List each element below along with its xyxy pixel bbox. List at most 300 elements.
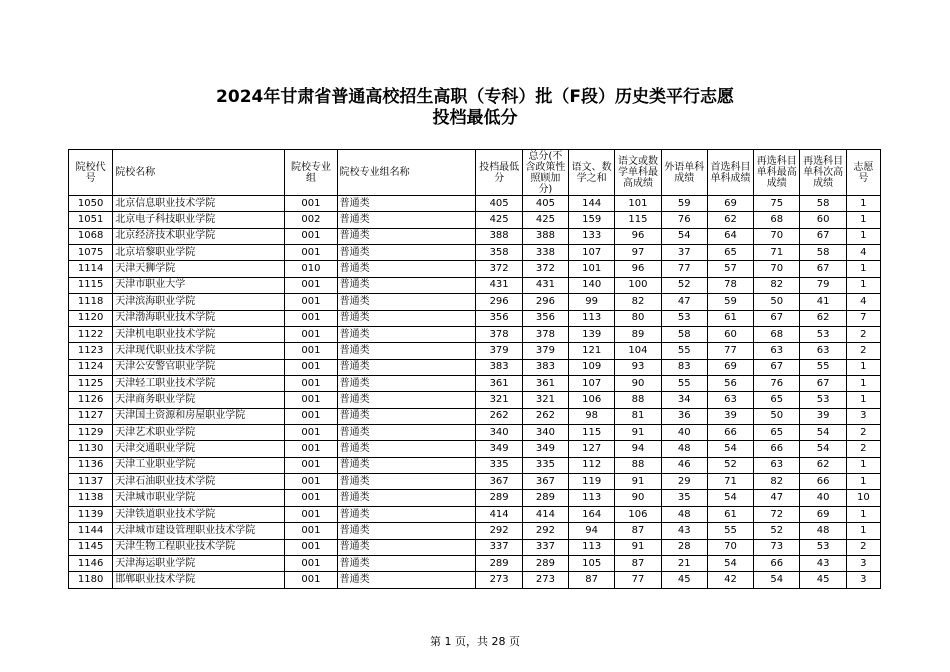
table-cell: 001 <box>285 294 337 310</box>
table-cell: 107 <box>569 375 615 391</box>
header-cell: 再选科目单科次高成绩 <box>800 150 846 196</box>
table-cell: 405 <box>522 196 568 212</box>
table-cell: 379 <box>522 343 568 359</box>
table-cell: 29 <box>661 474 707 490</box>
table-row <box>69 228 881 244</box>
table-cell: 61 <box>707 506 753 522</box>
table-cell: 361 <box>476 375 522 391</box>
table-cell: 41 <box>800 294 846 310</box>
table-cell: 78 <box>707 277 753 293</box>
table-row <box>69 572 881 588</box>
header-cell: 院校代号 <box>69 150 113 196</box>
table-cell: 3 <box>846 572 880 588</box>
table-cell: 北京信息职业技术学院 <box>113 196 285 212</box>
table-cell: 378 <box>476 326 522 342</box>
table-cell: 天津天狮学院 <box>113 261 285 277</box>
table-cell: 273 <box>522 572 568 588</box>
table-cell: 001 <box>285 408 337 424</box>
table-row <box>69 310 881 326</box>
table-cell: 001 <box>285 326 337 342</box>
table-cell: 101 <box>569 261 615 277</box>
table-cell: 001 <box>285 425 337 441</box>
table-cell: 001 <box>285 523 337 539</box>
table-cell: 1 <box>846 474 880 490</box>
table-cell: 99 <box>569 294 615 310</box>
header-cell: 投档最低分 <box>476 150 522 196</box>
table-cell: 43 <box>800 555 846 571</box>
table-cell: 001 <box>285 343 337 359</box>
table-cell: 54 <box>800 425 846 441</box>
table-cell: 337 <box>476 539 522 555</box>
table-cell: 67 <box>754 310 800 326</box>
table-cell: 87 <box>569 572 615 588</box>
table-cell: 109 <box>569 359 615 375</box>
table-cell: 383 <box>476 359 522 375</box>
table-cell: 87 <box>615 555 661 571</box>
table-cell: 96 <box>615 261 661 277</box>
table-cell: 425 <box>476 212 522 228</box>
table-cell: 1139 <box>69 506 113 522</box>
table-cell: 1124 <box>69 359 113 375</box>
table-cell: 1075 <box>69 245 113 261</box>
table-row <box>69 392 881 408</box>
table-cell: 普通类 <box>337 196 476 212</box>
table-cell: 001 <box>285 392 337 408</box>
header-cell: 语文或数学单科最高成绩 <box>615 150 661 196</box>
table-cell: 1180 <box>69 572 113 588</box>
table-cell: 2 <box>846 441 880 457</box>
table-cell: 140 <box>569 277 615 293</box>
table-cell: 1050 <box>69 196 113 212</box>
table-row <box>69 539 881 555</box>
table-cell: 1138 <box>69 490 113 506</box>
table-cell: 414 <box>522 506 568 522</box>
table-cell: 65 <box>707 245 753 261</box>
table-cell: 340 <box>476 425 522 441</box>
table-cell: 3 <box>846 555 880 571</box>
table-cell: 54 <box>707 441 753 457</box>
table-cell: 001 <box>285 474 337 490</box>
table-cell: 普通类 <box>337 474 476 490</box>
table-cell: 普通类 <box>337 375 476 391</box>
table-cell: 1 <box>846 506 880 522</box>
table-cell: 54 <box>754 572 800 588</box>
table-cell: 77 <box>661 261 707 277</box>
header-cell: 院校名称 <box>113 150 285 196</box>
table-cell: 82 <box>754 474 800 490</box>
table-cell: 63 <box>800 343 846 359</box>
table-cell: 431 <box>522 277 568 293</box>
table-cell: 天津轻工职业技术学院 <box>113 375 285 391</box>
table-cell: 北京培黎职业学院 <box>113 245 285 261</box>
table-cell: 1144 <box>69 523 113 539</box>
table-cell: 55 <box>707 523 753 539</box>
header-cell: 语文、数学之和 <box>569 150 615 196</box>
table-cell: 60 <box>707 326 753 342</box>
table-cell: 42 <box>707 572 753 588</box>
table-cell: 002 <box>285 212 337 228</box>
table-cell: 40 <box>661 425 707 441</box>
table-cell: 292 <box>476 523 522 539</box>
table-cell: 388 <box>522 228 568 244</box>
table-cell: 70 <box>754 261 800 277</box>
table-cell: 67 <box>800 261 846 277</box>
table-cell: 356 <box>522 310 568 326</box>
table-cell: 90 <box>615 490 661 506</box>
table-cell: 289 <box>522 555 568 571</box>
table-cell: 46 <box>661 457 707 473</box>
table-cell: 普通类 <box>337 539 476 555</box>
table-cell: 4 <box>846 245 880 261</box>
table-cell: 001 <box>285 555 337 571</box>
table-cell: 65 <box>754 425 800 441</box>
table-cell: 天津铁道职业技术学院 <box>113 506 285 522</box>
table-cell: 71 <box>707 474 753 490</box>
table-cell: 383 <box>522 359 568 375</box>
table-cell: 1068 <box>69 228 113 244</box>
table-cell: 67 <box>800 228 846 244</box>
table-cell: 127 <box>569 441 615 457</box>
table-cell: 76 <box>754 375 800 391</box>
table-cell: 47 <box>754 490 800 506</box>
table-cell: 80 <box>615 310 661 326</box>
table-cell: 349 <box>522 441 568 457</box>
table-cell: 1 <box>846 261 880 277</box>
table-cell: 001 <box>285 310 337 326</box>
table-cell: 001 <box>285 196 337 212</box>
table-cell: 66 <box>754 555 800 571</box>
table-cell: 天津城市建设管理职业技术学院 <box>113 523 285 539</box>
table-cell: 天津工业职业学院 <box>113 457 285 473</box>
table-row <box>69 261 881 277</box>
table-cell: 普通类 <box>337 523 476 539</box>
table-row <box>69 523 881 539</box>
table-cell: 55 <box>800 359 846 375</box>
table-cell: 普通类 <box>337 425 476 441</box>
table-cell: 76 <box>661 212 707 228</box>
table-cell: 337 <box>522 539 568 555</box>
table-cell: 69 <box>707 196 753 212</box>
table-cell: 70 <box>707 539 753 555</box>
table-row <box>69 408 881 424</box>
table-cell: 55 <box>661 375 707 391</box>
table-cell: 001 <box>285 277 337 293</box>
table-cell: 139 <box>569 326 615 342</box>
header-cell: 首选科目单科成绩 <box>707 150 753 196</box>
table-cell: 115 <box>615 212 661 228</box>
table-cell: 1125 <box>69 375 113 391</box>
table-cell: 1115 <box>69 277 113 293</box>
table-cell: 296 <box>476 294 522 310</box>
table-cell: 天津现代职业技术学院 <box>113 343 285 359</box>
table-cell: 54 <box>707 555 753 571</box>
table-cell: 340 <box>522 425 568 441</box>
table-cell: 106 <box>569 392 615 408</box>
table-cell: 7 <box>846 310 880 326</box>
table-cell: 358 <box>476 245 522 261</box>
table-cell: 100 <box>615 277 661 293</box>
table-cell: 90 <box>615 375 661 391</box>
table-cell: 91 <box>615 474 661 490</box>
table-cell: 367 <box>476 474 522 490</box>
table-cell: 62 <box>800 457 846 473</box>
table-cell: 321 <box>522 392 568 408</box>
table-cell: 69 <box>800 506 846 522</box>
table-cell: 2 <box>846 539 880 555</box>
table-cell: 普通类 <box>337 277 476 293</box>
table-cell: 1122 <box>69 326 113 342</box>
table-cell: 372 <box>476 261 522 277</box>
table-cell: 159 <box>569 212 615 228</box>
table-cell: 62 <box>800 310 846 326</box>
table-cell: 39 <box>800 408 846 424</box>
table-row <box>69 474 881 490</box>
table-cell: 262 <box>476 408 522 424</box>
table-cell: 001 <box>285 506 337 522</box>
table-cell: 75 <box>754 196 800 212</box>
table-cell: 普通类 <box>337 490 476 506</box>
table-cell: 1120 <box>69 310 113 326</box>
table-cell: 349 <box>476 441 522 457</box>
table-cell: 53 <box>800 392 846 408</box>
table-row <box>69 457 881 473</box>
table-cell: 2 <box>846 343 880 359</box>
table-cell: 289 <box>476 490 522 506</box>
table-cell: 普通类 <box>337 294 476 310</box>
table-cell: 63 <box>707 392 753 408</box>
table-cell: 59 <box>707 294 753 310</box>
table-cell: 144 <box>569 196 615 212</box>
table-cell: 001 <box>285 572 337 588</box>
table-row <box>69 294 881 310</box>
table-cell: 64 <box>707 228 753 244</box>
table-cell: 1146 <box>69 555 113 571</box>
table-cell: 62 <box>707 212 753 228</box>
table-cell: 普通类 <box>337 212 476 228</box>
table-cell: 001 <box>285 359 337 375</box>
table-cell: 60 <box>800 212 846 228</box>
table-cell: 97 <box>615 245 661 261</box>
table-cell: 天津市职业大学 <box>113 277 285 293</box>
header-cell: 院校专业组 <box>285 150 337 196</box>
table-cell: 48 <box>661 506 707 522</box>
table-cell: 21 <box>661 555 707 571</box>
table-cell: 1118 <box>69 294 113 310</box>
table-header-row <box>69 150 881 196</box>
header-cell: 院校专业组名称 <box>337 150 476 196</box>
table-cell: 98 <box>569 408 615 424</box>
table-cell: 94 <box>615 441 661 457</box>
table-cell: 113 <box>569 539 615 555</box>
table-cell: 1 <box>846 375 880 391</box>
table-cell: 372 <box>522 261 568 277</box>
table-row <box>69 326 881 342</box>
table-cell: 47 <box>661 294 707 310</box>
table-cell: 36 <box>661 408 707 424</box>
table-cell: 39 <box>707 408 753 424</box>
table-cell: 1 <box>846 277 880 293</box>
table-cell: 天津机电职业技术学院 <box>113 326 285 342</box>
table-cell: 52 <box>754 523 800 539</box>
table-cell: 普通类 <box>337 261 476 277</box>
table-cell: 1 <box>846 359 880 375</box>
table-cell: 天津生物工程职业技术学院 <box>113 539 285 555</box>
table-cell: 63 <box>754 457 800 473</box>
document-subtitle: 投档最低分 <box>432 108 518 128</box>
table-row <box>69 490 881 506</box>
table-cell: 天津滨海职业学院 <box>113 294 285 310</box>
header-cell: 志愿号 <box>846 150 880 196</box>
table-cell: 48 <box>661 441 707 457</box>
table-cell: 273 <box>476 572 522 588</box>
table-cell: 96 <box>615 228 661 244</box>
table-cell: 天津城市职业学院 <box>113 490 285 506</box>
table-cell: 292 <box>522 523 568 539</box>
table-cell: 77 <box>707 343 753 359</box>
table-cell: 1 <box>846 392 880 408</box>
table-cell: 388 <box>476 228 522 244</box>
table-cell: 普通类 <box>337 457 476 473</box>
table-cell: 天津艺术职业学院 <box>113 425 285 441</box>
table-cell: 71 <box>754 245 800 261</box>
table-cell: 010 <box>285 261 337 277</box>
table-cell: 121 <box>569 343 615 359</box>
table-cell: 81 <box>615 408 661 424</box>
table-body <box>69 196 881 589</box>
table-cell: 70 <box>754 228 800 244</box>
table-cell: 001 <box>285 375 337 391</box>
table-row <box>69 441 881 457</box>
table-cell: 1123 <box>69 343 113 359</box>
table-cell: 普通类 <box>337 392 476 408</box>
table-cell: 69 <box>707 359 753 375</box>
admission-score-table <box>68 149 881 589</box>
table-cell: 50 <box>754 294 800 310</box>
table-row <box>69 375 881 391</box>
table-cell: 普通类 <box>337 326 476 342</box>
table-row <box>69 277 881 293</box>
table-cell: 89 <box>615 326 661 342</box>
table-cell: 北京电子科技职业学院 <box>113 212 285 228</box>
table-cell: 1114 <box>69 261 113 277</box>
table-cell: 57 <box>707 261 753 277</box>
table-cell: 45 <box>800 572 846 588</box>
table-cell: 天津石油职业技术学院 <box>113 474 285 490</box>
table-cell: 4 <box>846 294 880 310</box>
table-cell: 405 <box>476 196 522 212</box>
table-cell: 53 <box>661 310 707 326</box>
table-cell: 1 <box>846 196 880 212</box>
table-cell: 94 <box>569 523 615 539</box>
table-cell: 66 <box>707 425 753 441</box>
table-cell: 262 <box>522 408 568 424</box>
table-cell: 335 <box>476 457 522 473</box>
table-cell: 115 <box>569 425 615 441</box>
table-cell: 58 <box>800 196 846 212</box>
header-cell: 再选科目单科最高成绩 <box>754 150 800 196</box>
table-cell: 119 <box>569 474 615 490</box>
table-cell: 113 <box>569 490 615 506</box>
table-cell: 40 <box>800 490 846 506</box>
table-row <box>69 212 881 228</box>
table-cell: 53 <box>800 539 846 555</box>
table-cell: 87 <box>615 523 661 539</box>
table-cell: 425 <box>522 212 568 228</box>
table-cell: 1 <box>846 212 880 228</box>
table-cell: 79 <box>800 277 846 293</box>
table-cell: 1051 <box>69 212 113 228</box>
table-cell: 73 <box>754 539 800 555</box>
table-cell: 天津公安警官职业学院 <box>113 359 285 375</box>
table-row <box>69 343 881 359</box>
table-cell: 53 <box>800 326 846 342</box>
table-cell: 289 <box>476 555 522 571</box>
table-cell: 2 <box>846 425 880 441</box>
table-cell: 296 <box>522 294 568 310</box>
table-cell: 289 <box>522 490 568 506</box>
table-cell: 10 <box>846 490 880 506</box>
table-cell: 3 <box>846 408 880 424</box>
table-cell: 1130 <box>69 441 113 457</box>
table-cell: 93 <box>615 359 661 375</box>
header-cell: 总分(不含政策性照顾加分) <box>522 150 568 196</box>
table-cell: 天津商务职业学院 <box>113 392 285 408</box>
table-row <box>69 359 881 375</box>
table-cell: 28 <box>661 539 707 555</box>
table-cell: 54 <box>661 228 707 244</box>
table-cell: 48 <box>800 523 846 539</box>
table-cell: 1136 <box>69 457 113 473</box>
table-cell: 101 <box>615 196 661 212</box>
table-cell: 361 <box>522 375 568 391</box>
table-cell: 2 <box>846 326 880 342</box>
table-cell: 北京经济技术职业学院 <box>113 228 285 244</box>
table-cell: 67 <box>754 359 800 375</box>
table-cell: 1129 <box>69 425 113 441</box>
table-cell: 61 <box>707 310 753 326</box>
table-cell: 379 <box>476 343 522 359</box>
table-cell: 1137 <box>69 474 113 490</box>
table-cell: 天津渤海职业技术学院 <box>113 310 285 326</box>
table-cell: 88 <box>615 457 661 473</box>
table-cell: 普通类 <box>337 228 476 244</box>
table-cell: 54 <box>800 441 846 457</box>
table-cell: 1145 <box>69 539 113 555</box>
table-cell: 普通类 <box>337 343 476 359</box>
table-cell: 001 <box>285 245 337 261</box>
table-cell: 356 <box>476 310 522 326</box>
table-cell: 37 <box>661 245 707 261</box>
table-cell: 34 <box>661 392 707 408</box>
table-cell: 普通类 <box>337 359 476 375</box>
table-cell: 普通类 <box>337 441 476 457</box>
table-cell: 133 <box>569 228 615 244</box>
table-cell: 66 <box>800 474 846 490</box>
table-cell: 431 <box>476 277 522 293</box>
table-cell: 68 <box>754 212 800 228</box>
table-cell: 378 <box>522 326 568 342</box>
table-cell: 58 <box>661 326 707 342</box>
table-cell: 1126 <box>69 392 113 408</box>
header-cell: 外语单科成绩 <box>661 150 707 196</box>
table-cell: 106 <box>615 506 661 522</box>
table-cell: 普通类 <box>337 506 476 522</box>
table-row <box>69 196 881 212</box>
table-cell: 77 <box>615 572 661 588</box>
table-cell: 001 <box>285 539 337 555</box>
table-cell: 1 <box>846 523 880 539</box>
table-cell: 88 <box>615 392 661 408</box>
